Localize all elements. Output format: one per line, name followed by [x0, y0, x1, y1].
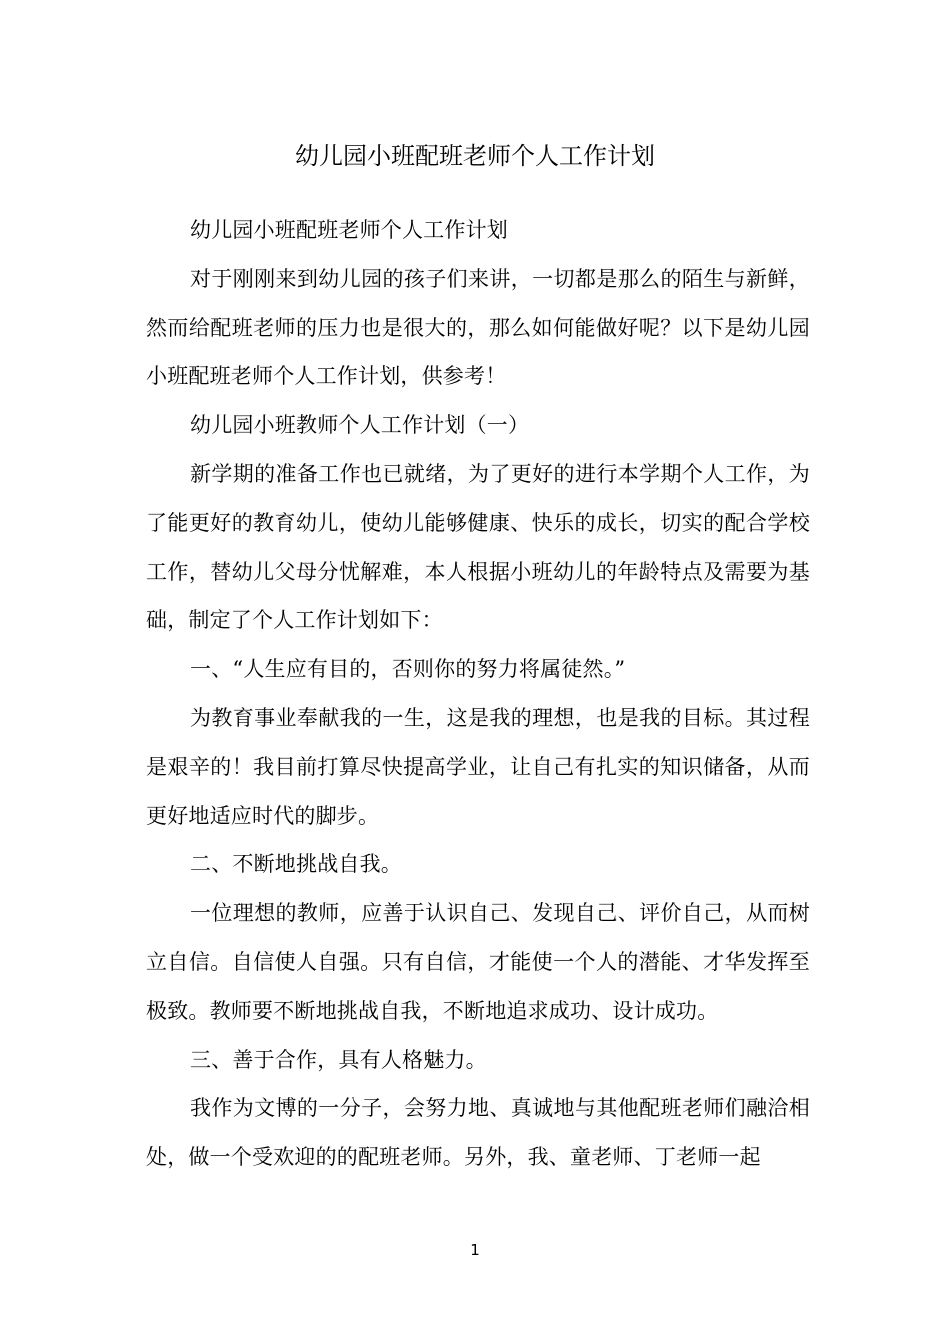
- paragraph-self-challenge: 一位理想的教师，应善于认识自己、发现自己、评价自己，从而树立自信。自信使人自强。只有自信，才能使一个人的潜能、才华发挥至极致。教师要不断地挑战自我，不断地追求成功、设计成功。: [146, 901, 810, 1023]
- document-body: [146, 206, 810, 1182]
- section-heading-plan-one: 幼儿园小班教师个人工作计划（一）: [190, 413, 530, 438]
- page-number: 1: [470, 1241, 480, 1259]
- paragraph-cooperation: 我作为文博的一分子，会努力地、真诚地与其他配班老师们融洽相处，做一个受欢迎的的配班老师。另外，我、童老师、丁老师一起: [146, 1096, 810, 1170]
- paragraph-goal: 为教育事业奉献我的一生，这是我的理想，也是我的目标。其过程是艰辛的！我目前打算尽快提高学业，让自己有扎实的知识储备，从而更好地适应时代的脚步。: [146, 705, 810, 828]
- section-heading-one: 一、“人生应有目的，否则你的努力将属徒然。”: [190, 657, 626, 682]
- section-heading-two: 二、不断地挑战自我。: [190, 852, 402, 877]
- paragraph-intro: 对于刚刚来到幼儿园的孩子们来讲，一切都是那么的陌生与新鲜，然而给配班老师的压力也是很大的，那么如何能做好呢？以下是幼儿园小班配班老师个人工作计划，供参考！: [146, 266, 810, 389]
- paragraph-subtitle: 幼儿园小班配班老师个人工作计划: [190, 218, 508, 242]
- section-heading-three: 三、善于合作，具有人格魅力。: [190, 1047, 487, 1072]
- document-title: 幼儿园小班配班老师个人工作计划: [295, 142, 655, 170]
- paragraph-preparation: 新学期的准备工作也已就绪，为了更好的进行本学期个人工作，为了能更好的教育幼儿，使幼儿能够健康、快乐的成长，切实的配合学校工作，替幼儿父母分忧解难，本人根据小班幼儿的年龄特点及需要为基础，制定了个人工作计划如下：: [146, 461, 810, 633]
